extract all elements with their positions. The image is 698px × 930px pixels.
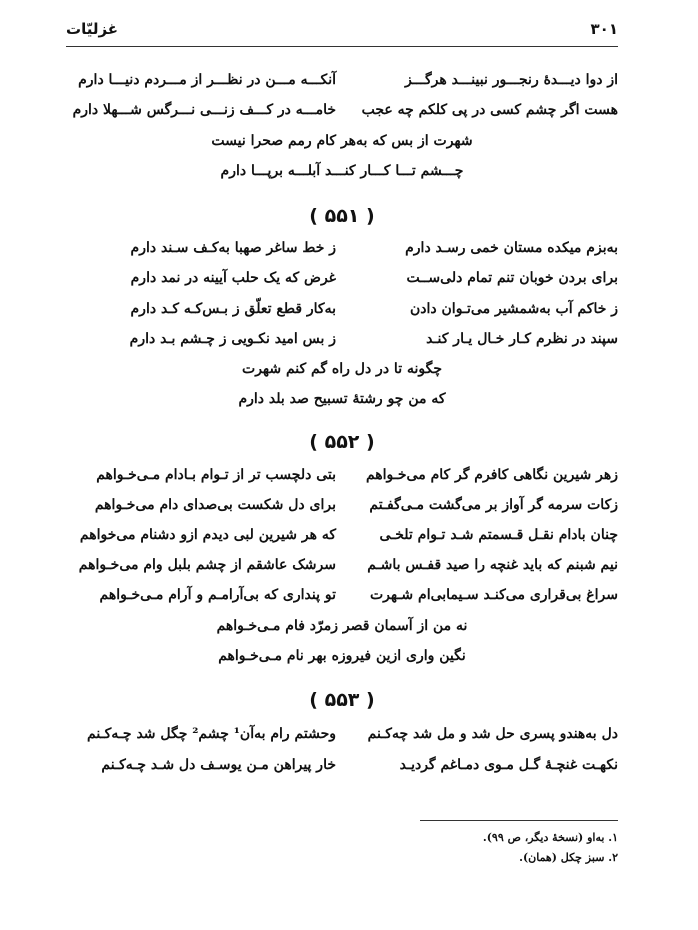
couplet [66, 96, 618, 124]
couplet [66, 551, 618, 579]
ghazal-number: ( ۵۵۱ ) [309, 205, 375, 227]
first-hemistich: سراغ بی‌قراری می‌کنـد سـیمابی‌ام شـهرت [369, 587, 618, 603]
page-header [66, 18, 618, 46]
couplet [66, 751, 618, 779]
second-hemistich: برای دل شکست بی‌صدای دام می‌خـواهم [94, 497, 336, 513]
second-hemistich: ز خط ساغر صهبا به‌کـف سـند دارم [130, 240, 336, 256]
first-hemistich: نکهـت غنچـهٔ گـل مـوی دمـاغم گردیـد [399, 757, 618, 773]
footnote-rule [420, 820, 618, 821]
header-rule [66, 46, 618, 47]
first-hemistich: نیم شبنم که باید غنچه را صید قفـس باشـم [367, 557, 618, 573]
couplet [66, 521, 618, 549]
second-hemistich: وحشتم رام به‌آن¹ چشم² چگل شد چـه‌کـنم [87, 726, 336, 742]
first-hemistich: چنان بادام نقـل قـسمتم شـد تـوام تلخـی [379, 527, 618, 543]
first-hemistich: ز خاکم آب به‌شمشیر می‌تـوان دادن [410, 301, 618, 317]
first-hemistich: دل به‌هندو پسری حل شد و مل شد چه‌کـنم [367, 726, 618, 742]
second-hemistich: بتی دلچسب تر از تـوام بـادام مـی‌خـواهم [96, 467, 336, 483]
second-hemistich: که هر شیرین لبی دیدم ازو دشنام می‌خواهم [79, 527, 336, 543]
couplet [66, 325, 618, 353]
couplet [66, 234, 618, 262]
first-hemistich: از دوا دیـــدهٔ رنجـــور نبینـــد هرگـــز [404, 72, 618, 88]
first-hemistich: سپند در نظرم کـار خـال یـار کنـد [426, 331, 618, 347]
couplet [66, 581, 618, 609]
running-title: غزلیّات [66, 20, 119, 38]
first-hemistich: به‌بزم میکده مستان خمی رسـد دارم [405, 240, 618, 256]
couplet [66, 720, 618, 748]
couplet [66, 461, 618, 489]
first-hemistich: زکات سرمه گر آواز بر می‌گشت مـی‌گفـتم [369, 497, 618, 513]
second-hemistich: تو پنداری که بی‌آرامـم و آرام مـی‌خـواهم [99, 587, 336, 603]
second-hemistich: خامـــه در کـــف زنـــی نـــرگس شـــهلا دارم [72, 102, 336, 118]
page-number: ۳۰۱ [590, 20, 618, 38]
couplet [66, 66, 618, 94]
couplet [66, 491, 618, 519]
second-hemistich: آنکـــه مـــن در نظـــر از مـــردم دنیـــا دارم [78, 72, 336, 88]
footnote: ۲. سبز چکل (همان). [519, 851, 618, 864]
ghazal-number: ( ۵۵۲ ) [309, 431, 375, 453]
second-hemistich: ز بس امید نکـویی ز چـشم بـد دارم [129, 331, 336, 347]
first-hemistich: هست اگر چشم کسی در پی کلکم چه عجب [361, 102, 618, 118]
ghazal-number: ( ۵۵۳ ) [309, 689, 375, 711]
closing-hemistich: نه من از آسمان قصر زمرّد فام مـی‌خـواهم [216, 618, 468, 634]
couplet [66, 264, 618, 292]
footnote: ۱. به‌او (نسخهٔ دیگر، ص ۹۹). [482, 831, 618, 844]
first-hemistich: زهر شیرین نگاهی کافرم گر کام می‌خـواهم [365, 467, 618, 483]
second-hemistich: خار پیراهن مـن یوسـف دل شـد چـه‌کـنم [101, 757, 336, 773]
second-hemistich: غرض که یک حلب آیینه در نمد دارم [130, 270, 336, 286]
closing-hemistich: چـــشم تـــا کـــار کنـــد آبلـــه برپـــا دارم [220, 163, 464, 179]
couplet [66, 295, 618, 323]
second-hemistich: به‌کار قطع تعلّق ز بـس‌کـه کـد دارم [130, 301, 336, 317]
closing-hemistich: چگونه تا در دل راه گم کنم شهرت [242, 361, 442, 377]
closing-hemistich: شهرت از بس که به‌هر کام رمم صحرا نیست [211, 133, 473, 149]
second-hemistich: سرشک عاشقم از چشم بلبل وام می‌خـواهم [78, 557, 336, 573]
closing-hemistich: نگین واری ازین فیروزه بهر نام مـی‌خـواهم [218, 648, 466, 664]
first-hemistich: برای بردن خوبان تنم تمام دلی‌ســت [406, 270, 618, 286]
closing-hemistich: که من چو رشتهٔ تسبیح صد بلد دارم [238, 391, 446, 407]
